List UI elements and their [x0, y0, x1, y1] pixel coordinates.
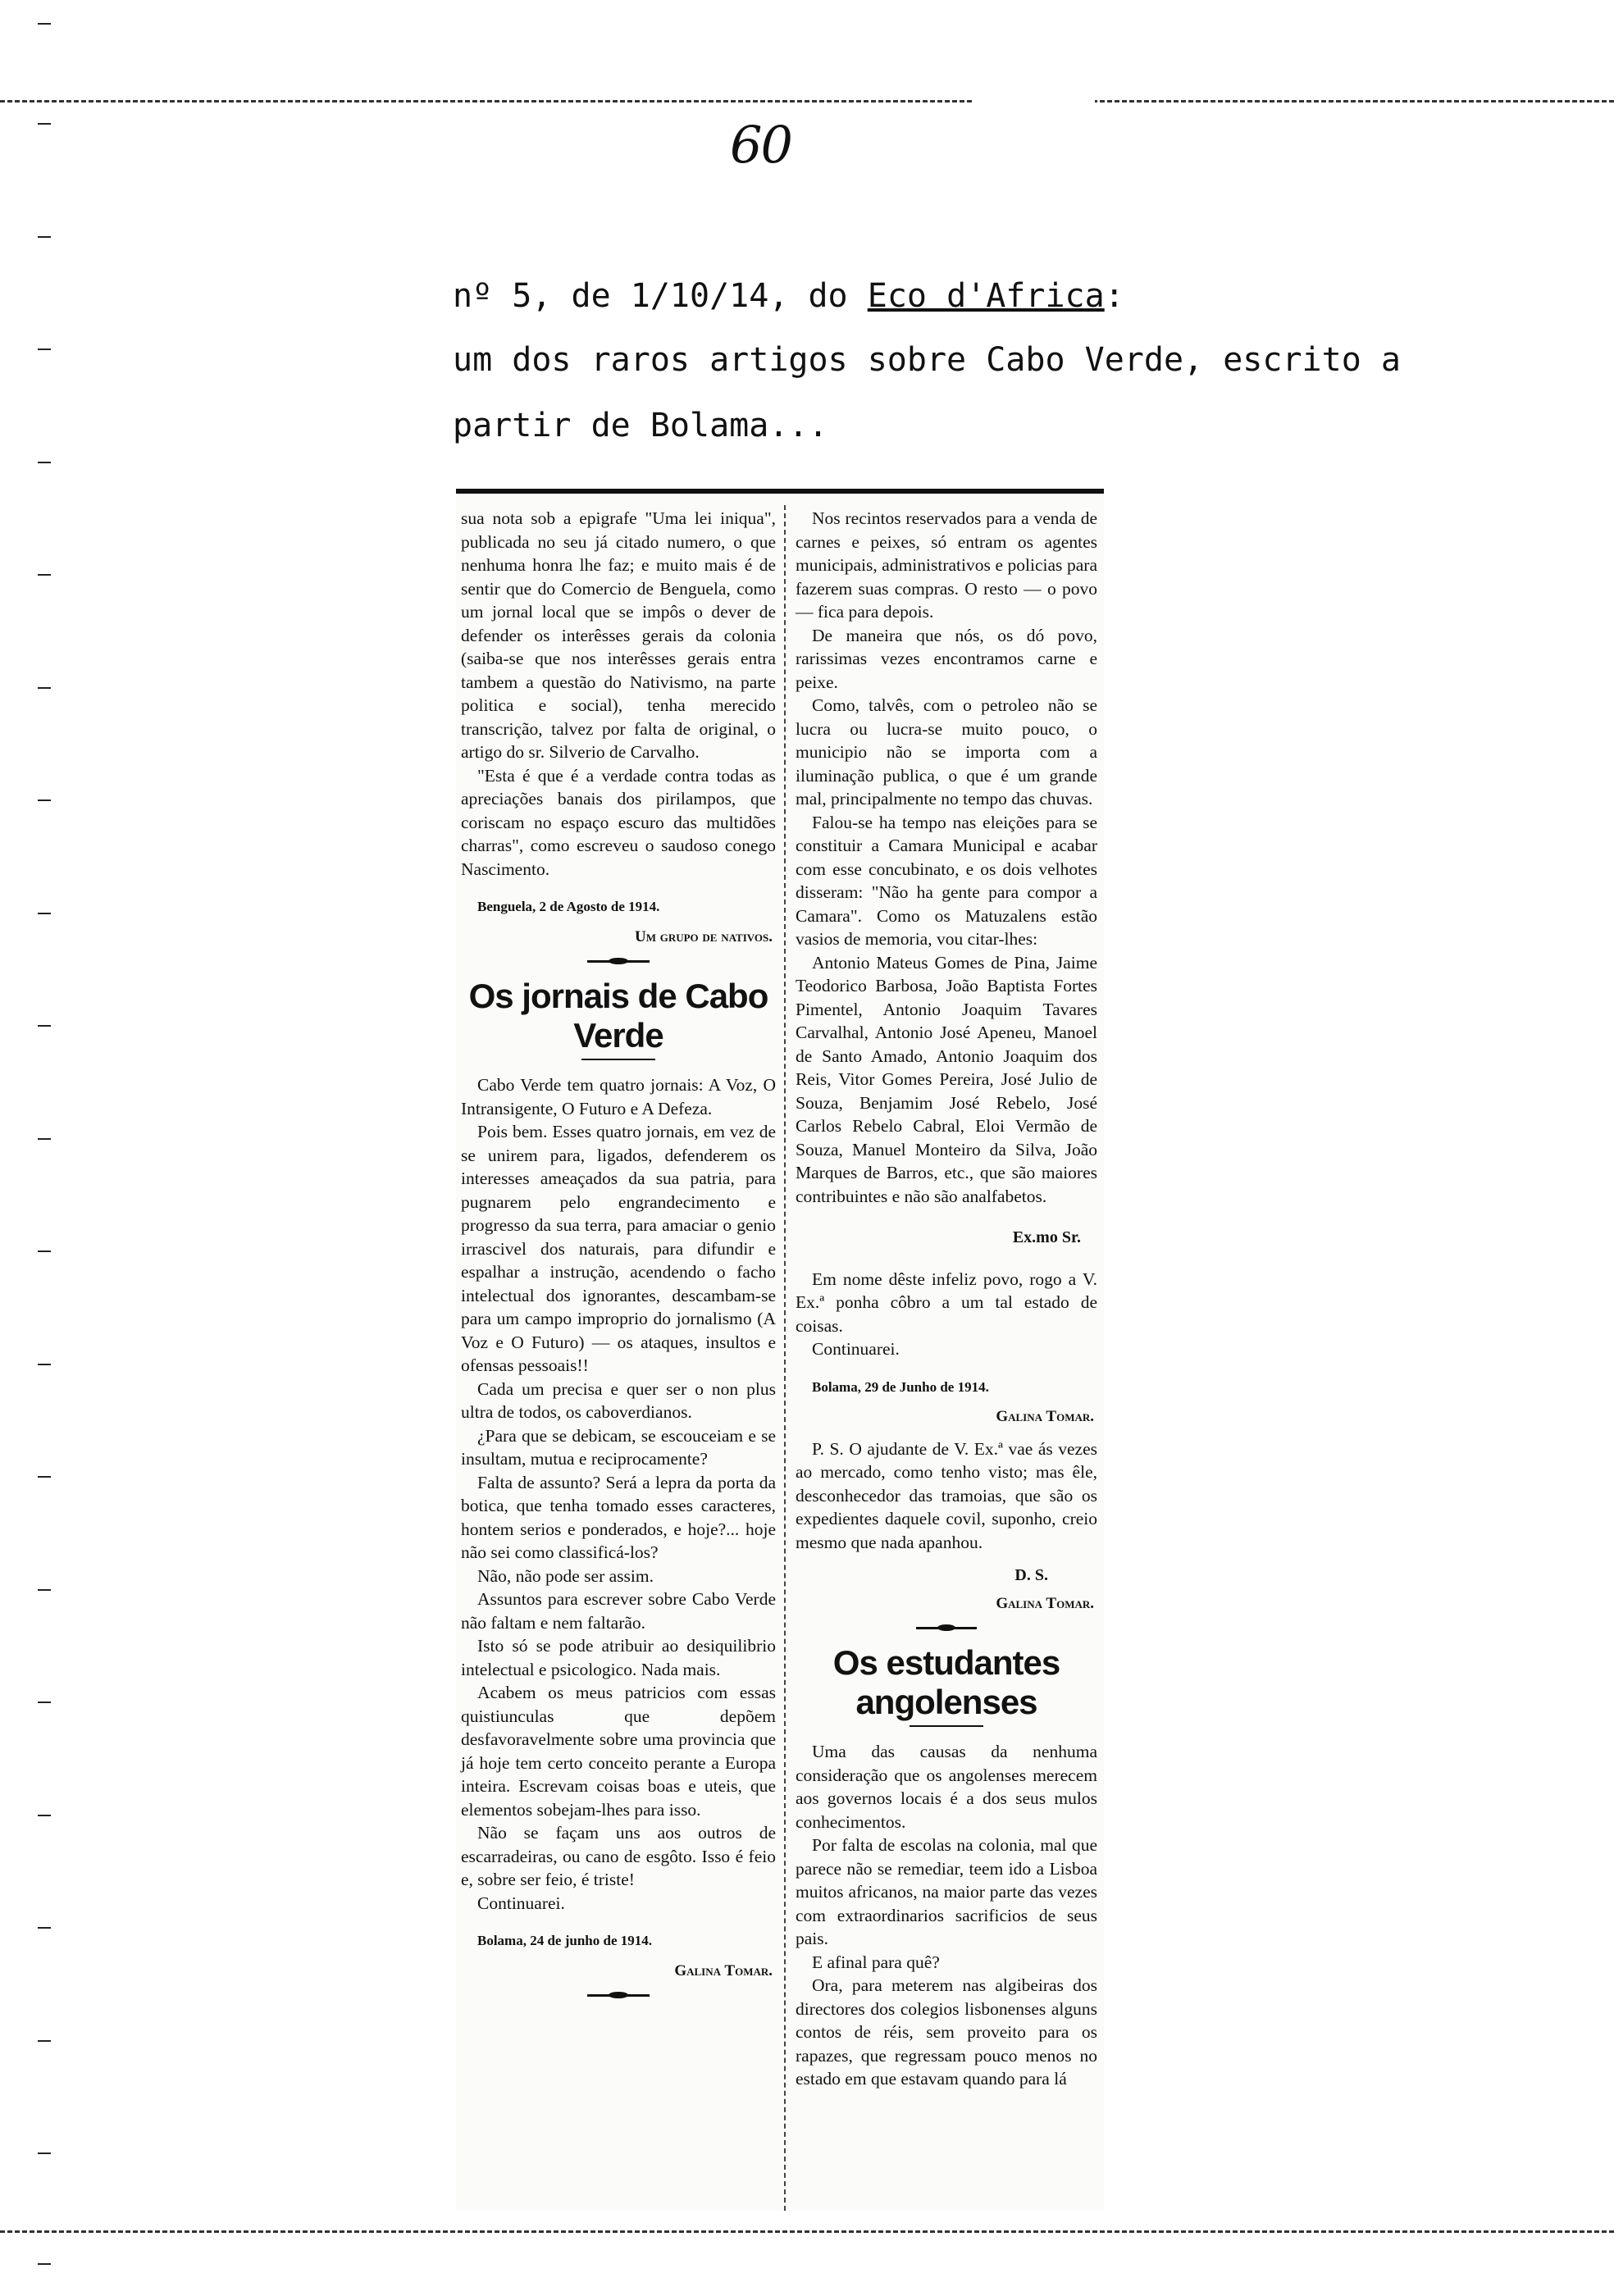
paragraph: Continuarei.	[812, 1339, 900, 1359]
paragraph: De maneira que nós, os dó povo, rarissimas vezes encontramos carne e peixe.	[796, 625, 1097, 692]
headline-rule	[581, 1059, 655, 1060]
margin-tick	[38, 1702, 51, 1703]
typed-note-line-1	[453, 277, 1124, 315]
ornament-divider	[461, 957, 776, 965]
margin-tick	[38, 348, 51, 350]
margin-tick	[38, 1927, 51, 1929]
margin-tick	[38, 913, 51, 914]
margin-tick	[38, 1250, 51, 1252]
dateline: Bolama, 24 de junho de 1914.	[477, 1933, 652, 1948]
newspaper-clipping	[456, 489, 1104, 2211]
paragraph: E afinal para quê?	[812, 1952, 940, 1972]
paragraph: Isto só se pode atribuir ao desiquilibrio intelectual e psicologico. Nada mais.	[461, 1636, 776, 1679]
headline-rule	[910, 1725, 983, 1727]
right-column	[796, 507, 1097, 2091]
margin-tick	[38, 574, 51, 576]
margin-tick	[38, 800, 51, 801]
signature: Galina Tomar.	[674, 1961, 773, 1979]
article-headline: Os estudantes angolenses	[832, 1643, 1060, 1721]
margin-tick	[38, 23, 51, 25]
signature: Galina Tomar.	[996, 1408, 1094, 1425]
paragraph: Como, talvês, com o petroleo não se lucra ou lucra-se muito pouco, o municipio não se importa com a iluminação publica, o que é um grande mal, principalmente no tempo das chuvas.	[796, 695, 1097, 809]
margin-tick	[38, 236, 51, 238]
paragraph: Por falta de escolas na colonia, mal que parece não se remediar, teem ido a Lisboa muitos africanos, na maior parte das vezes com extraordinarios sacrificios de seus pais.	[796, 1835, 1097, 1948]
signature: Um grupo de nativos.	[634, 927, 773, 945]
paragraph: Antonio Mateus Gomes de Pina, Jaime Teodorico Barbosa, João Baptista Fortes Pimentel, Antonio Joaquim Tavares Carvalhal, Antonio José Apeneu, Manoel de Santo Amado, Antonio Joaquim dos Reis, Vitor Gomes Pereira, José Julio de Souza, Benjamim José Rebelo, José Carlos Rebelo Cabral, Eloi Vermão de Souza, Manuel Monteiro da Silva, João Marques de Barros, etc., que são maiores contribuintes e não são analfabetos.	[796, 952, 1097, 1206]
paragraph: Falta de assunto? Será a lepra da porta da botica, que tenha tomado esses caracteres, hontem serios e ponderados, e hoje?... hoje não sei como classificá-los?	[461, 1472, 776, 1562]
paragraph: Cabo Verde tem quatro jornais: A Voz, O Intransigente, O Futuro e A Defeza.	[461, 1075, 776, 1118]
paragraph: Uma das causas da nenhuma consideração que os angolenses merecem aos governos locais é a dos seus mulos conhecimentos.	[796, 1742, 1097, 1832]
paragraph: Pois bem. Esses quatro jornais, em vez de se unirem para, ligados, defenderem os interesses ameaçados da sua patria, para pugnarem pelo engrandecimento e progresso da sua terra, para amaciar o genio irrascivel dos naturais, para difundir e espalhar a instrução, acendendo o facho intelectual dos ignorantes, descambam-se para um campo improprio do jornalismo (A Voz e O Futuro) — os ataques, insultos e ofensas pessoais!!	[461, 1122, 776, 1375]
postscript: P. S. O ajudante de V. Ex.ª vae ás vezes ao mercado, como tenho visto; mas êle, desconhecedor das tramoias, que são os expedientes daquele covil, suponho, creio mesmo que nada apanhou.	[796, 1438, 1097, 1552]
paragraph: Acabem os meus patricios com essas quistiunculas que depõem desfavoravelmente sobre uma provincia que já hoje tem certo conceito perante a Europa inteira. Escrevam coisas boas e uteis, que elementos sobejam-lhes para isso.	[461, 1683, 776, 1820]
margin-tick	[38, 1364, 51, 1365]
margin-tick	[38, 2040, 51, 2042]
paragraph: Cada um precisa e quer ser o non plus ultra de todos, os caboverdianos.	[461, 1378, 776, 1422]
paragraph: "Esta é que é a verdade contra todas as apreciações banais dos pirilampos, que coriscam no espaço escuro das multidões charras", como escreveu o saudoso conego Nascimento.	[461, 765, 776, 879]
typed-note-line-3: partir de Bolama...	[453, 407, 828, 444]
ps-initials: D. S.	[1014, 1566, 1048, 1584]
ornament-divider	[461, 1991, 776, 1999]
bottom-dashed-rule	[0, 2230, 1614, 2233]
paragraph: Continuarei.	[477, 1893, 565, 1913]
salutation: Ex.mo Sr.	[1012, 1228, 1081, 1246]
signature: Galina Tomar.	[996, 1594, 1094, 1612]
paragraph: Ora, para meterem nas algibeiras dos directores dos colegios lisbonenses alguns contos de réis, sem proveito para os rapazes, que regressam pouco menos no estado em que estavam quando para lá	[796, 1975, 1097, 2089]
margin-tick	[38, 1025, 51, 1027]
margin-tick	[38, 2263, 51, 2265]
note-prefix: nº 5, de 1/10/14, do	[453, 277, 868, 315]
newspaper-title: Eco d'Africa	[867, 277, 1105, 315]
article-headline: Os jornais de Cabo Verde	[468, 977, 768, 1055]
margin-tick	[38, 687, 51, 689]
paragraph: Não se façam uns aos outros de escarradeiras, ou cano de esgôto. Isso é feio e, sobre ser feio, é triste!	[461, 1823, 776, 1889]
paragraph: Falou-se ha tempo nas eleições para se constituir a Camara Municipal e acabar com esse concubinato, e os dois velhotes disseram: "Não ha gente para compor a Camara". Como os Matuzalens estão vasios de memoria, vou citar-lhes:	[796, 812, 1097, 949]
left-column	[461, 507, 776, 2006]
paragraph: Nos recintos reservados para a venda de carnes e peixes, só entram os agentes municipais, administrativos e policias para fazerem suas compras. O resto — o povo — fica para depois.	[796, 508, 1097, 622]
paragraph: ¿Para que se debicam, se escouceiam e se insultam, mutua e reciprocamente?	[461, 1425, 776, 1469]
paragraph: sua nota sob a epigrafe "Uma lei iniqua", publicada no seu já citado numero, o que nenhuma honra lhe faz; e muito mais é de sentir que do Comercio de Benguela, como um jornal local que se impôs o dever de defender os interêsses gerais da colonia (saiba-se que nos interêsses gerais entra tambem a questão do Nativismo, na parte politica e social), tenha merecido transcrição, talvez por falta de original, o artigo do sr. Silverio de Carvalho.	[461, 508, 776, 762]
margin-tick	[38, 123, 51, 125]
margin-tick	[38, 1476, 51, 1478]
column-divider	[784, 505, 786, 2211]
handwritten-page-number: 60	[730, 115, 791, 175]
dateline: Bolama, 29 de Junho de 1914.	[812, 1378, 989, 1395]
ornament-divider	[796, 1624, 1097, 1632]
margin-tick	[38, 2152, 51, 2154]
paragraph: Assuntos para escrever sobre Cabo Verde não faltam e nem faltarão.	[461, 1589, 776, 1633]
margin-tick	[38, 1138, 51, 1140]
margin-tick	[38, 1589, 51, 1591]
dateline: Benguela, 2 de Agosto de 1914.	[477, 899, 660, 914]
note-colon: :	[1104, 277, 1124, 315]
paragraph: Em nome dêste infeliz povo, rogo a V. Ex.ª ponha côbro a um tal estado de coisas.	[796, 1269, 1097, 1336]
typed-note-line-2: um dos raros artigos sobre Cabo Verde, escrito a	[453, 341, 1401, 379]
clipping-top-border	[456, 489, 1104, 494]
margin-tick	[38, 1815, 51, 1816]
margin-tick	[38, 462, 51, 463]
top-dashed-rule	[0, 100, 1614, 102]
paragraph: Não, não pode ser assim.	[477, 1565, 654, 1586]
